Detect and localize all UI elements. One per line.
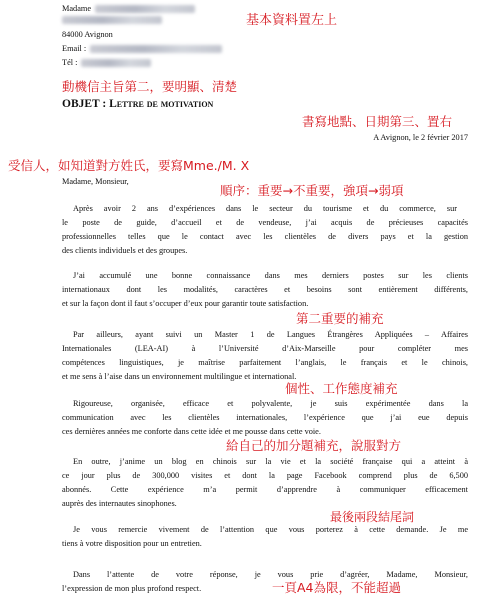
paragraph-1-line-3: professionnelles telles que le contact avec les clientèles de divers pays et la gestion	[62, 232, 468, 241]
paragraph-4-line-3: ces dernières années me conforte dans cette idée et me pousse dans cette voie.	[62, 427, 321, 436]
paragraph-7-line-1: Dans l’attente de votre réponse, je vous prie d’agréer, Madame, Monsieur,	[73, 570, 468, 579]
redacted-street	[62, 16, 162, 24]
paragraph-3-line-1: Par ailleurs, ayant suivi un Master 1 de Langues Étrangères Appliquées – Affaires	[73, 330, 468, 339]
sender-phone-label: Tél :	[62, 58, 78, 67]
letter-subject	[62, 98, 213, 110]
annotation-place-date: 書寫地點、日期第三、置右	[302, 114, 453, 129]
paragraph-3-line-2: Internationales (LEA-AI) à l’Université d’Aix-Marseille pour compléter mes	[62, 344, 468, 353]
paragraph-5-line-2: ce jour plus de 300,000 visites et dont la page Facebook comprend plus de 6,500	[62, 471, 468, 480]
paragraph-3-line-4: et me sens à l’aise dans un environnement multilingue et international.	[62, 372, 297, 381]
sender-email-line	[62, 44, 222, 54]
paragraph-6-line-1: Je vous remercie vivement de l’attention que vous porterez à cette demande. Je me	[73, 525, 468, 534]
sender-name-line	[62, 4, 195, 14]
annotation-basic-info: 基本資料置左上	[246, 13, 338, 28]
paragraph-4-line-2: communication avec les clientèles internationales, l’expérience que j’ai eue depuis	[62, 413, 468, 422]
paragraph-4-line-1: Rigoureuse, organisée, efficace et polyvalente, je suis expérimentée dans la	[73, 399, 468, 408]
paragraph-3-line-3: compétences linguistiques, je maîtrise parfaitement l’anglais, le français et le chinois,	[62, 358, 468, 367]
annotation-closing: 最後兩段結尾詞	[330, 510, 415, 524]
paragraph-5-line-3: abonnés. Cette expérience m’a permit d’apprendre à communiquer efficacement	[62, 485, 468, 494]
paragraph-6-line-2: tiens à votre disposition pour un entretien.	[62, 539, 202, 548]
sender-phone-line	[62, 58, 151, 68]
annotation-objective: 動機信主旨第二，要明顯、清楚	[62, 79, 238, 94]
annotation-bonus: 給自己的加分題補充，說服對方	[226, 438, 402, 453]
annotation-order: 順序：重要→不重要，強項→弱項	[220, 183, 404, 198]
salutation: Madame, Monsieur,	[62, 177, 129, 186]
redacted-name	[95, 5, 195, 13]
subject-value: Lettre de motivation	[109, 98, 214, 110]
redacted-phone	[81, 59, 151, 67]
paragraph-2-line-1: J’ai accumulé une bonne connaissance dans mes derniers postes sur les clients	[73, 271, 468, 280]
paragraph-5-line-4: auprès des internautes sinophones.	[62, 499, 177, 508]
subject-label: OBJET :	[62, 98, 110, 110]
paragraph-1-line-2: le poste de guide, d’accueil et de vendeuse, j’ai acquis de précieuses capacités	[62, 218, 468, 227]
paragraph-5-line-1: En outre, j’anime un blog en chinois sur la vie et la société française qui a atteint à	[73, 457, 468, 466]
redacted-email	[90, 45, 222, 53]
paragraph-1-line-4: des clients individuels et des groupes.	[62, 246, 188, 255]
paragraph-2-line-2: internationaux dont les modalités, caractères et besoins sont entièrement différents,	[62, 285, 468, 294]
sender-name-label: Madame	[62, 4, 92, 13]
sender-address-line	[62, 15, 162, 25]
annotation-recipient: 受信人，如知道對方姓氏，要寫Mme./M. X	[8, 158, 250, 173]
paragraph-1-line-1: Après avoir 2 ans d’expériences dans le secteur du tourisme et du commerce, sur	[73, 204, 457, 213]
annotation-personality: 個性、工作態度補充	[285, 381, 398, 396]
annotation-page-limit: 一頁A4為限，不能超過	[272, 580, 402, 595]
paragraph-7-line-2: l’expression de mon plus profond respect.	[62, 584, 202, 593]
paragraph-2-line-3: et sur la façon dont il faut s’occuper d’eux pour garantir toute satisfaction.	[62, 299, 309, 308]
sender-city: 84000 Avignon	[62, 30, 113, 39]
annotation-second: 第二重要的補充	[296, 311, 384, 326]
sender-email-label: Email :	[62, 44, 87, 53]
place-date: A Avignon, le 2 février 2017	[373, 133, 468, 142]
